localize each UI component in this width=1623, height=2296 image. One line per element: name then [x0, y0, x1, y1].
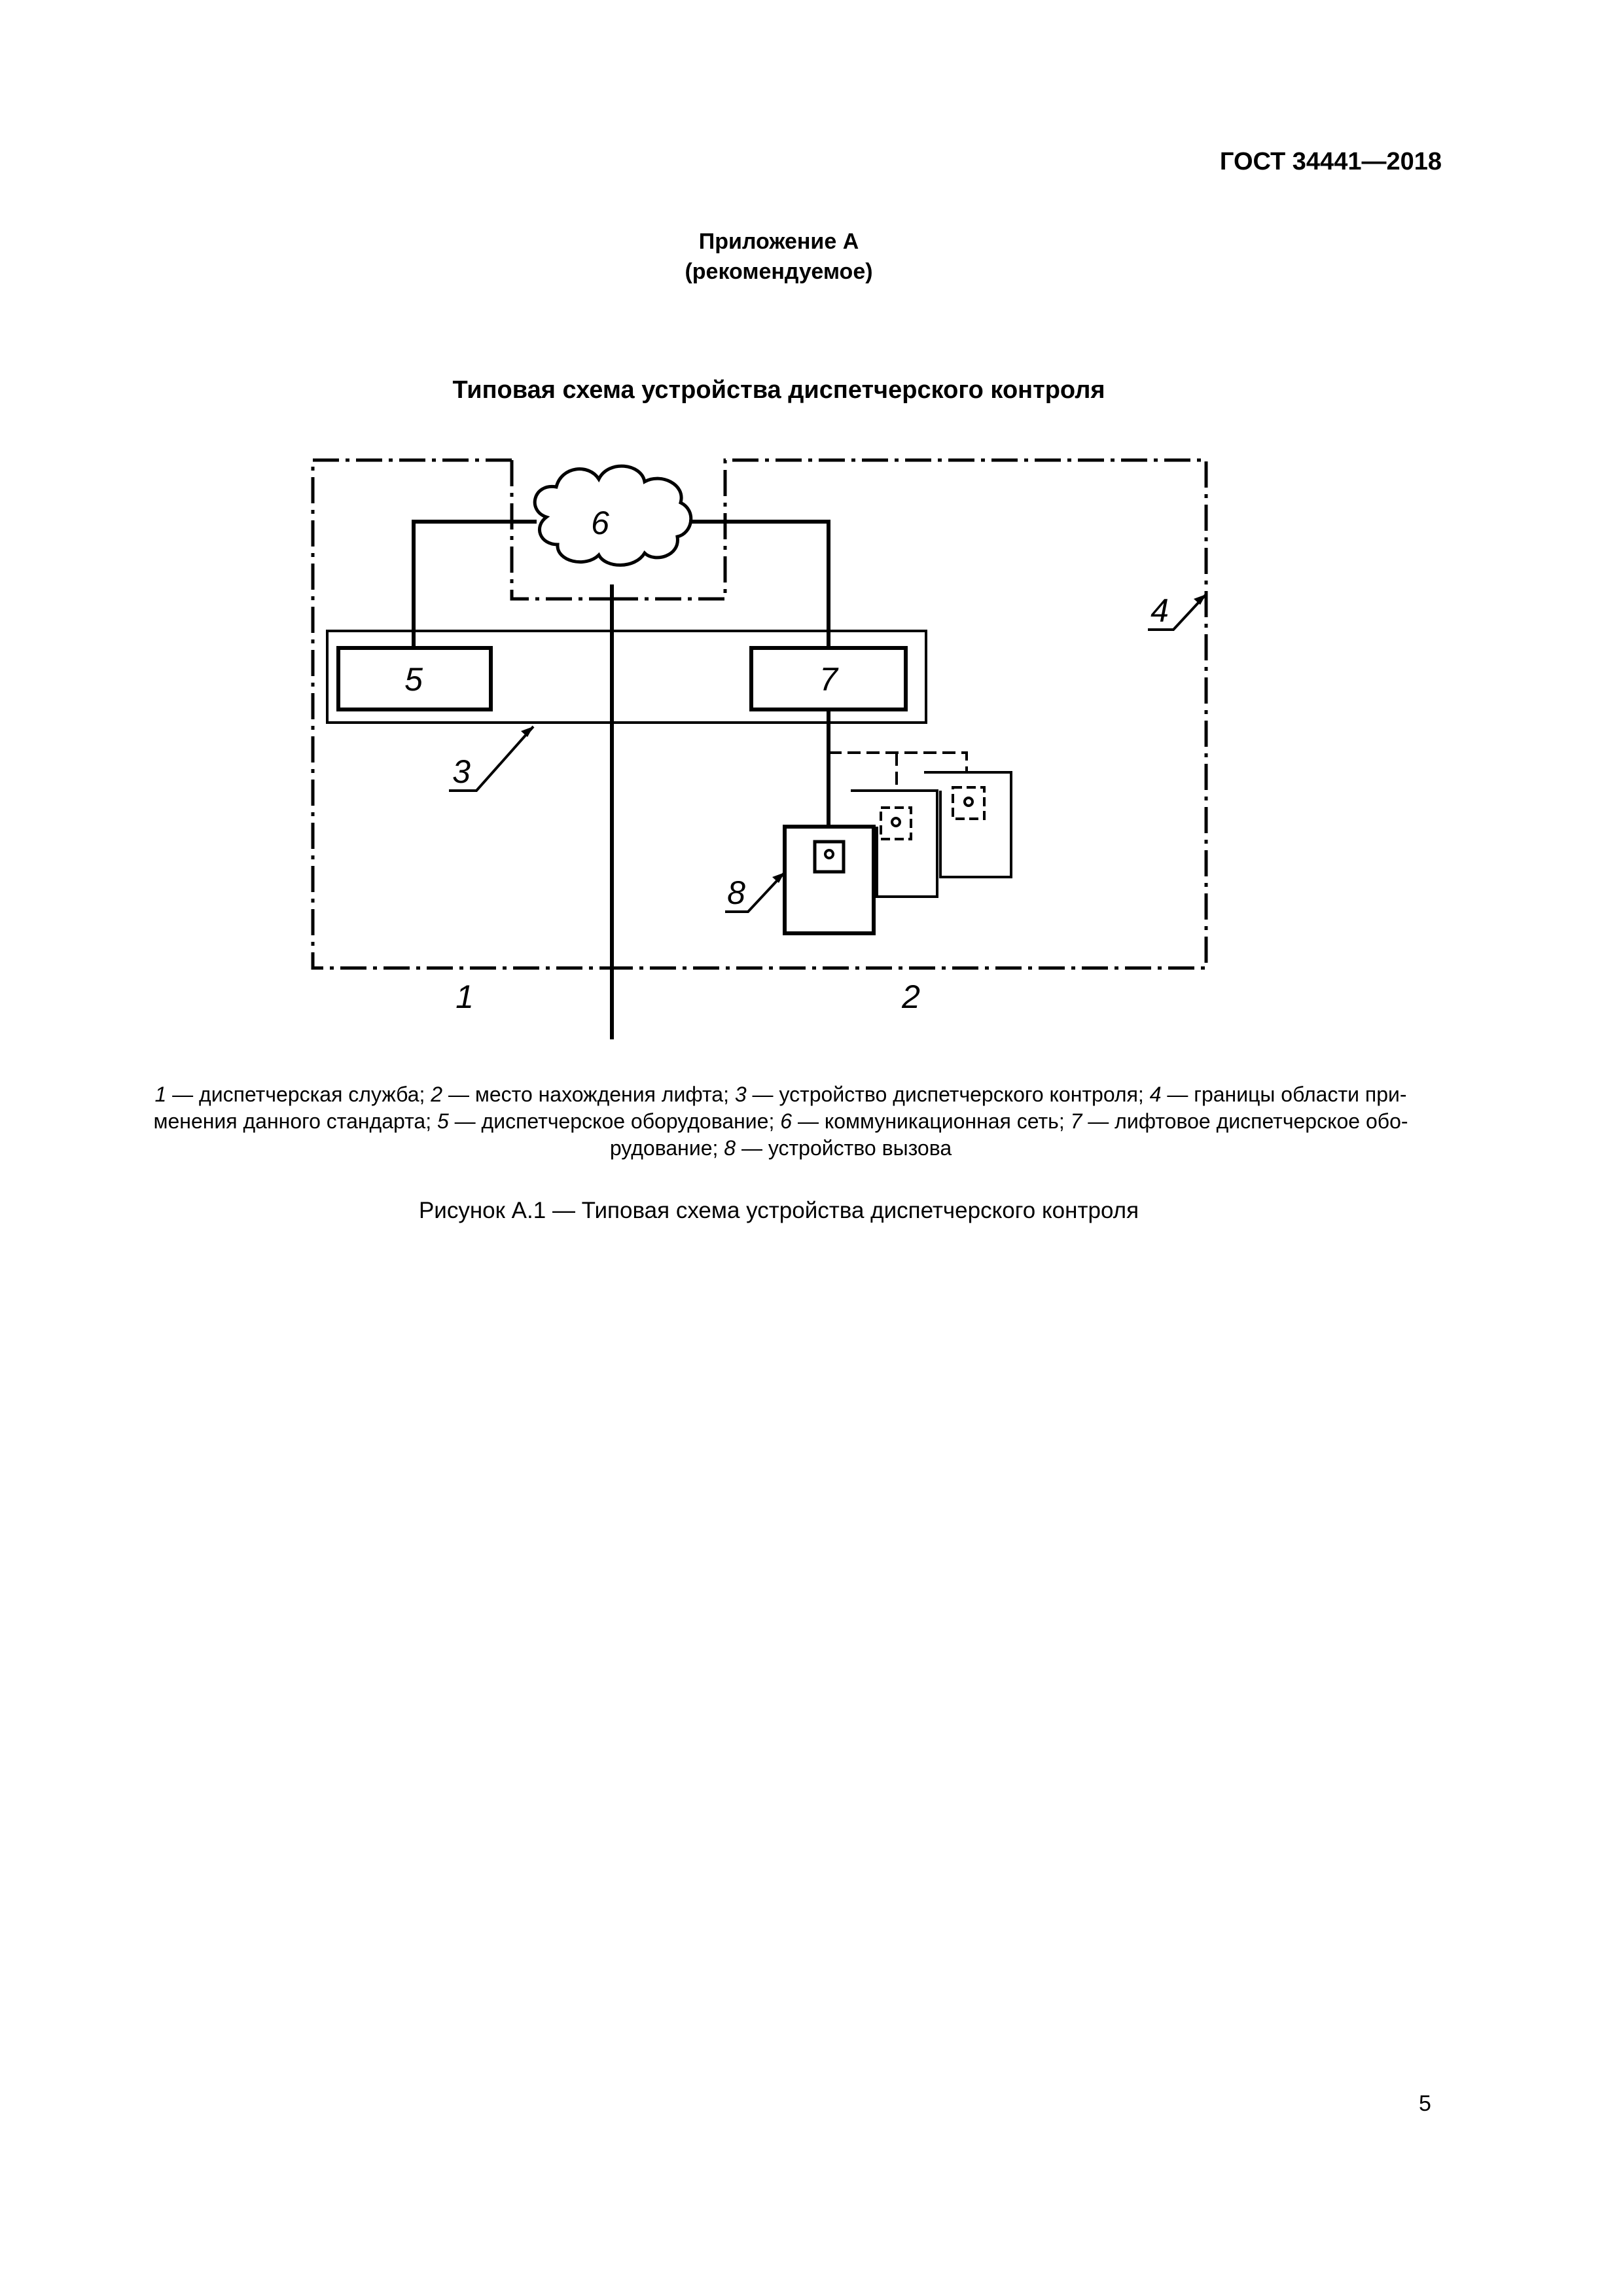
legend-item: 5 — диспетчерское оборудование; [437, 1109, 781, 1133]
connection-network-to-7 [689, 522, 829, 648]
legend-item: 1 — диспетчерская служба; [154, 1083, 431, 1106]
label-2: 2 [902, 978, 920, 1015]
label-8: 8 [727, 874, 745, 911]
connection-5-to-network [414, 522, 537, 648]
label-5: 5 [404, 661, 423, 698]
figure-caption: Рисунок А.1 — Типовая схема устройства диспетчерского контроля [418, 1198, 1139, 1223]
figure-legend [115, 1081, 1446, 1162]
communication-network-cloud [535, 466, 691, 565]
legend-item: 8 — устройство вызова [724, 1136, 952, 1160]
document-code: ГОСТ 34441—2018 [1219, 148, 1442, 175]
legend-item: 7 — лифтовое диспетчерское обо-рудование; [609, 1109, 1408, 1160]
legend-item: 6 — коммуникационная сеть; [780, 1109, 1071, 1133]
appendix-status: (рекомендуемое) [685, 259, 873, 284]
label-7: 7 [819, 661, 838, 698]
label-4-arrowhead [1194, 594, 1206, 605]
appendix-title: Приложение А [698, 229, 859, 254]
figure-title: Типовая схема устройства диспетчерского контроля [452, 376, 1105, 404]
label-4: 4 [1150, 592, 1169, 629]
label-3-arrowhead [521, 726, 533, 737]
label-6: 6 [591, 505, 609, 541]
legend-item: 2 — место нахождения лифта; [431, 1083, 735, 1106]
label-1: 1 [455, 978, 474, 1015]
label-3: 3 [452, 753, 471, 790]
page-number: 5 [1419, 2091, 1431, 2116]
legend-item: 3 — устройство диспетчерского контроля; [734, 1083, 1150, 1106]
legend-item: 4 — границы области при-менения данного стандарта; [153, 1083, 1407, 1133]
